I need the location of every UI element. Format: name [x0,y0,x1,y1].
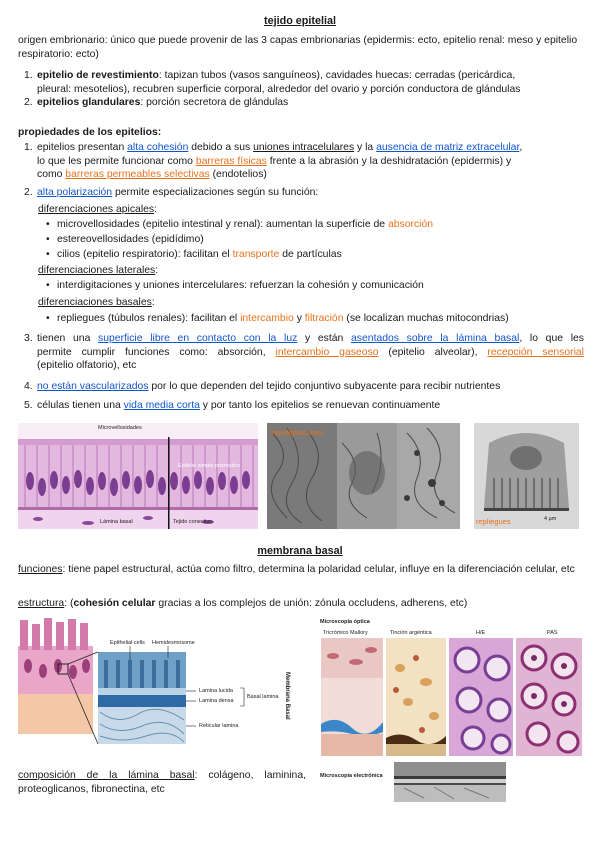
composition-paragraph: composición de la lámina basal: colágeno, laminina, proteoglicanos, fibronectina, etc [18,770,306,795]
list-item: 1. epitelio de revestimiento: tapizan tubos (vasos sanguíneos), cavidades huecas: cerradas (pericárdica, pleural: mesotelios), recubren superficie corporal, alrededor del ovario y porción conductora de glándulas [24,70,521,95]
property-3: 3. tienen una superficie libre en contacto con la luz y están asentados sobre la lámina basal, lo que les permite cumplir funciones como: absorción, intercambio gaseoso (epitelio alveolar), recepción sensorial (epitelio olfatorio), etc [24,333,585,371]
diagram-drawing [18,616,280,754]
section-title-membrana-basal: membrana basal [257,545,343,557]
label-lamina-densa: Lamina densa [199,698,234,704]
link-intercambio-gaseoso[interactable]: intercambio gaseoso [275,346,379,358]
apical-heading: diferenciaciones apicales: [38,204,157,215]
origin-paragraph: origen embrionario: único que puede provenir de las 3 capas embrionarias (epidermis: ecto, epitelio renal: meso y epitelio respiratorio: ecto) [18,35,578,60]
lateral-heading: diferenciaciones laterales: [38,265,159,276]
label-lamina-basal: Lámina basal [100,519,133,525]
link-superficie-libre[interactable]: superficie libre en contacto con la luz [98,333,298,344]
label-lamina-lucida: Lamina lucida [199,688,233,694]
histology-image-simple-columnar [18,423,258,529]
basal-heading: diferenciaciones basales: [38,297,155,308]
label-he: H/E [476,630,486,636]
micrograph-argentica [386,638,446,756]
label-repliegues: repliegues [476,517,511,526]
micrograph-pas [516,638,582,756]
property-4: 4. no están vascularizados por lo que dependen del tejido conjuntivo subyacente para recibir nutrientes [24,381,501,392]
link-alta-polarizacion[interactable]: alta polarización [37,187,113,198]
property-5: 5. células tienen una vida media corta y por tanto los epitelios se renuevan continuamente [24,400,441,411]
label-microvellosidades: Microvellosidades [98,425,142,431]
electron-micrograph-basal-lamina [394,762,506,802]
label-hemidesmosome: Hemidesmosome [152,640,195,646]
link-alta-cohesion[interactable]: alta cohesión [127,142,189,153]
label-epitelio-simple: Epitelio simple prismático [178,463,241,469]
electron-micrograph-interdigitations [267,423,460,529]
basal-lamina-diagram [18,616,280,754]
property-1: 1. epitelios presentan alta cohesión debido a sus uniones intracelulares y la ausencia de matriz extracelular, lo que les permite funcionar como barreras físicas frente a la abrasión y la deshidratación (epidermis) y como barreras permeables selectivas (endotelios) [24,142,523,180]
histology-drawing [18,423,258,529]
epithelium-types-list [24,69,584,110]
properties-heading: propiedades de los epitelios: [18,127,162,138]
label-reticular-lamina: Reticular lamina [199,723,239,729]
label-microscopia-optica: Microscopía óptica [320,619,370,625]
micrograph-drawing [474,423,579,529]
label-membrana-basal-vertical: Membrana Basal [284,672,290,720]
list-item: • estereovellosidades (epidídimo) [46,233,595,247]
list-item: • cilios (epitelio respiratorio): facilitan el transporte de partículas [46,248,595,262]
micrograph-he [449,638,513,756]
property-2: 2. alta polarización permite especializaciones según su función: [24,187,319,198]
label-microscopia-electronica: Microscopía electrónica [320,773,383,779]
functions-paragraph: funciones: tiene papel estructural, actúa como filtro, determina la polaridad celular, influye en la diferenciación celular, etc [18,564,575,575]
link-no-vascularizados[interactable]: no están vascularizados [37,381,149,392]
label-interdigitaciones: interdigitaciones [270,428,325,437]
micrograph-drawing [267,423,460,529]
link-vida-media-corta[interactable]: vida media corta [123,400,200,411]
scale-label: 4 µm [544,516,557,522]
section-title-tejido-epitelial: tejido epitelial [264,15,336,27]
term-epitelios-glandulares: epitelios glandulares [37,97,141,108]
structure-paragraph: estructura: (cohesión celular gracias a los complejos de unión: zónula occludens, adherens, etc) [18,598,468,609]
list-item: • interdigitaciones y uniones intercelulares: refuerzan la cohesión y comunicación [46,279,595,293]
label-tricromico: Tricrómico Mallory [323,630,368,636]
list-item: • microvellosidades (epitelio intestinal y renal): aumentan la superficie de absorción [46,218,595,232]
label-argentica: Tinción argéntica [390,630,432,636]
link-lamina-basal[interactable]: asentados sobre la lámina basal [351,333,520,344]
label-pas: PAS [547,630,558,636]
link-barreras-fisicas[interactable]: barreras físicas [195,155,267,167]
link-recepcion-sensorial[interactable]: recepción sensorial [487,346,584,358]
link-barreras-permeables[interactable]: barreras permeables selectivas [65,169,210,180]
electron-micrograph-basal-folds [474,423,579,529]
link-ausencia-matriz[interactable]: ausencia de matriz extracelular [376,142,520,153]
label-basal-lamina: Basal lamina [247,694,279,700]
term-epitelio-revestimiento: epitelio de revestimiento [37,70,159,81]
label-epithelial-cells: Epithelial cells [110,640,145,646]
label-tejido-conectivo: Tejido conectivo [173,519,213,525]
list-item: • repliegues (túbulos renales): facilitan el intercambio y filtración (se localizan muchas mitocondrias) [46,312,595,326]
micrograph-tricromico [321,638,383,756]
list-item: 2. epitelios glandulares: porción secretora de glándulas [24,97,289,108]
